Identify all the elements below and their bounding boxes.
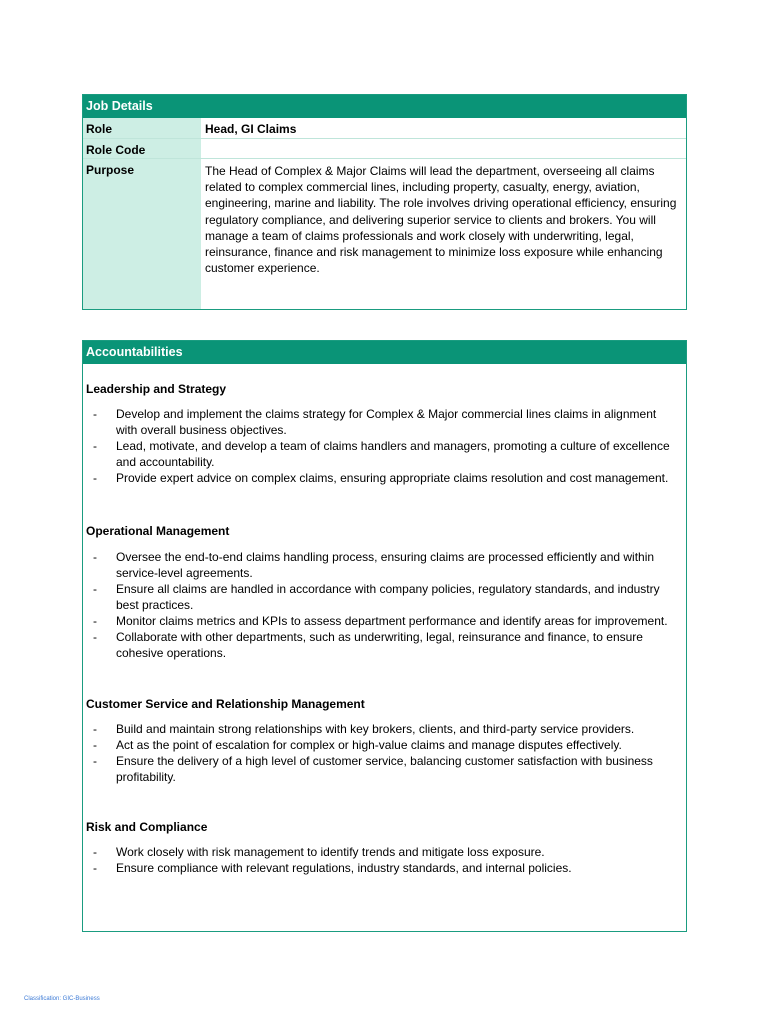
section-list	[86, 844, 683, 876]
accountabilities-panel	[82, 340, 687, 932]
bullet-dash: -	[93, 439, 97, 453]
list-item-text: Act as the point of escalation for complex or high-value claims and manage disputes effectively.	[116, 738, 622, 752]
purpose-label: Purpose	[86, 163, 135, 177]
list-item-text: Ensure the delivery of a high level of customer service, balancing customer satisfaction with business profitability.	[116, 754, 653, 784]
list-item	[86, 753, 683, 785]
list-item-text: Ensure compliance with relevant regulations, industry standards, and internal policies.	[116, 861, 572, 875]
job-details-table	[83, 118, 686, 309]
bullet-dash: -	[93, 550, 97, 564]
list-item	[86, 737, 683, 753]
bullet-dash: -	[93, 614, 97, 628]
section-title: Customer Service and Relationship Management	[86, 697, 365, 711]
list-item	[86, 860, 683, 876]
list-item	[86, 406, 683, 438]
list-item-text: Monitor claims metrics and KPIs to assess department performance and identify areas for improvement.	[116, 614, 668, 628]
section-list	[86, 549, 683, 661]
list-item-text: Collaborate with other departments, such as underwriting, legal, reinsurance and finance, to ensure cohesive operations.	[116, 630, 643, 660]
section-list	[86, 406, 683, 486]
bullet-dash: -	[93, 407, 97, 421]
section-title: Operational Management	[86, 524, 230, 538]
list-item	[86, 470, 683, 486]
role-code-label: Role Code	[86, 143, 146, 157]
list-item	[86, 844, 683, 860]
purpose-value: The Head of Complex & Major Claims will lead the department, overseeing all claims related to complex commercial lines, including property, casualty, energy, aviation, engineering, marine and liability. The role involves driving operational efficiency, ensuring regulatory compliance, and delivering superior service to clients and brokers. You will manage a team of claims professionals and work closely with underwriting, legal, reinsurance, finance and risk management to minimize loss exposure while enhancing customer experience.	[205, 164, 677, 276]
list-item	[86, 613, 683, 629]
purpose-row	[83, 159, 686, 309]
list-item-text: Ensure all claims are handled in accordance with company policies, regulatory standards, and industry best practices.	[116, 582, 660, 612]
list-item	[86, 581, 683, 613]
list-item-text: Oversee the end-to-end claims handling process, ensuring claims are processed efficiently and within service-level agreements.	[116, 550, 655, 580]
section-title: Risk and Compliance	[86, 820, 208, 834]
role-row	[83, 118, 686, 139]
job-details-panel	[82, 94, 687, 310]
list-item-text: Provide expert advice on complex claims, ensuring appropriate claims resolution and cost management.	[116, 471, 669, 485]
bullet-dash: -	[93, 630, 97, 644]
list-item-text: Develop and implement the claims strategy for Complex & Major commercial lines claims in alignment with overall business objectives.	[116, 407, 657, 437]
bullet-dash: -	[93, 754, 97, 768]
role-code-row	[83, 139, 686, 159]
bullet-dash: -	[93, 471, 97, 485]
classification-label: Classification: GIC-Business	[24, 996, 100, 1002]
list-item-text: Lead, motivate, and develop a team of claims handlers and managers, promoting a culture of excellence and accountability.	[116, 439, 670, 469]
section-title: Leadership and Strategy	[86, 382, 227, 396]
list-item	[86, 549, 683, 581]
role-label: Role	[86, 122, 113, 136]
bullet-dash: -	[93, 582, 97, 596]
list-item	[86, 629, 683, 661]
accountabilities-body	[83, 382, 686, 876]
list-item	[86, 438, 683, 470]
bullet-dash: -	[93, 845, 97, 859]
bullet-dash: -	[93, 722, 97, 736]
section-list	[86, 721, 683, 785]
role-value: Head, GI Claims	[205, 122, 297, 136]
bullet-dash: -	[93, 738, 97, 752]
list-item-text: Work closely with risk management to identify trends and mitigate loss exposure.	[116, 845, 545, 859]
list-item	[86, 721, 683, 737]
accountabilities-header: Accountabilities	[83, 341, 686, 364]
job-details-header: Job Details	[83, 95, 686, 118]
list-item-text: Build and maintain strong relationships with key brokers, clients, and third-party service providers.	[116, 722, 635, 736]
bullet-dash: -	[93, 861, 97, 875]
